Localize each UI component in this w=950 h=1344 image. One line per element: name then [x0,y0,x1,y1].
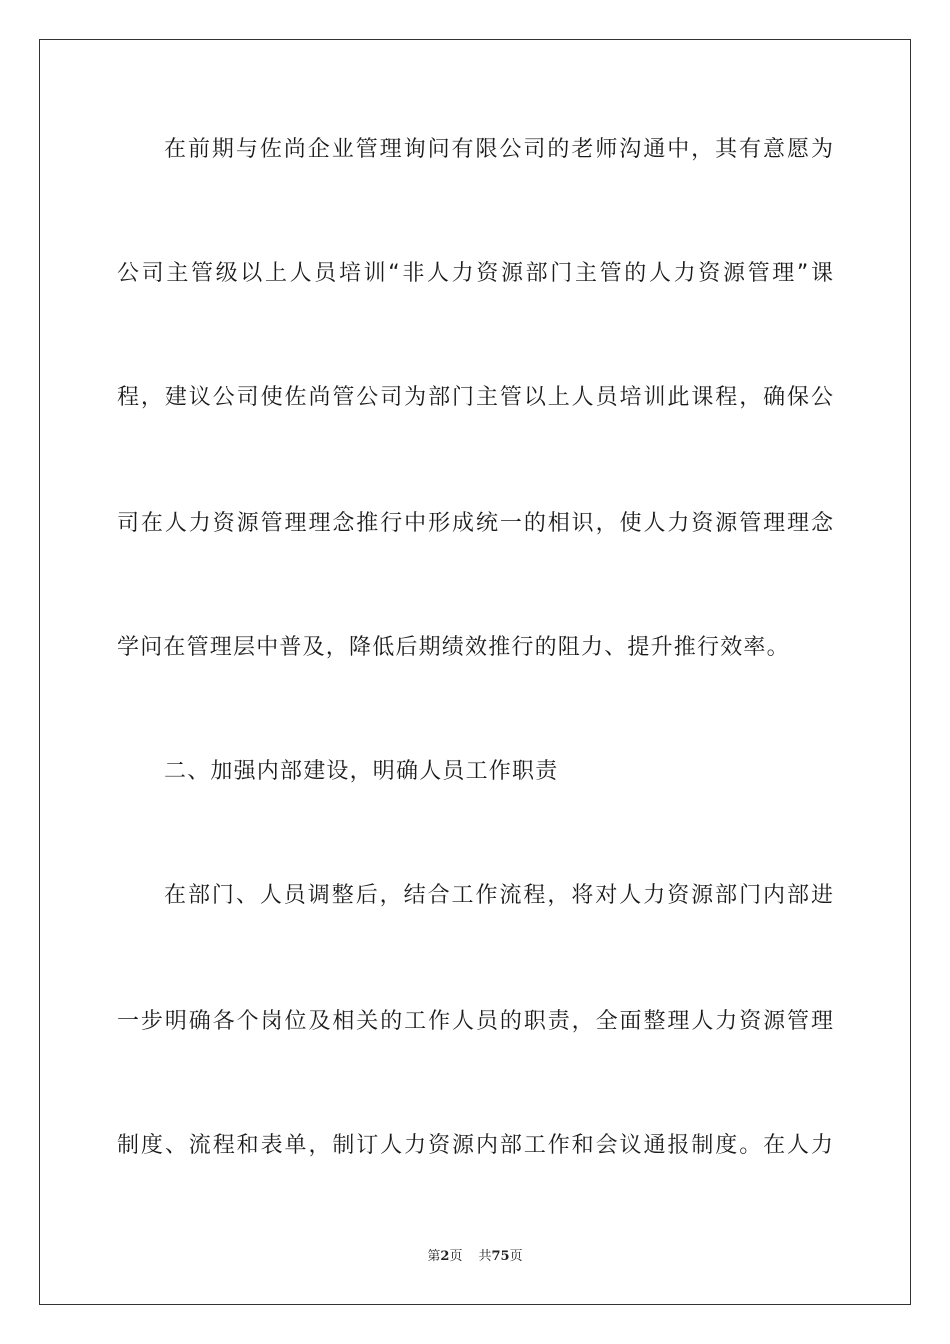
total-prefix: 共 [478,1249,492,1264]
body-line-6: 在部门、人员调整后，结合工作流程，将对人力资源部门内部进 [164,883,833,908]
body-line-8: 制度、流程和表单，制订人力资源内部工作和会议通报制度。在人力 [117,1133,833,1158]
body-line-4: 司在人力资源管理理念推行中形成统一的相识，使人力资源管理理念 [117,511,833,536]
page-number: 2 [440,1249,450,1264]
section-heading: 二、加强内部建设，明确人员工作职责 [164,759,559,784]
body-line-3: 程，建议公司使佐尚管公司为部门主管以上人员培训此课程，确保公 [117,385,833,410]
page-footer [0,1248,950,1266]
body-line-1: 在前期与佐尚企业管理询问有限公司的老师沟通中，其有意愿为 [164,137,833,162]
total-pages: 75 [491,1249,510,1264]
page-border [39,39,911,1305]
body-line-2: 公司主管级以上人员培训“非人力资源部门主管的人力资源管理”课 [117,261,833,286]
body-line-5: 学问在管理层中普及，降低后期绩效推行的阻力、提升推行效率。 [117,635,790,660]
total-suffix: 页 [509,1249,523,1264]
body-line-7: 一步明确各个岗位及相关的工作人员的职责，全面整理人力资源管理 [117,1009,833,1034]
page-prefix: 第 [427,1249,441,1264]
page-suffix: 页 [449,1249,463,1264]
